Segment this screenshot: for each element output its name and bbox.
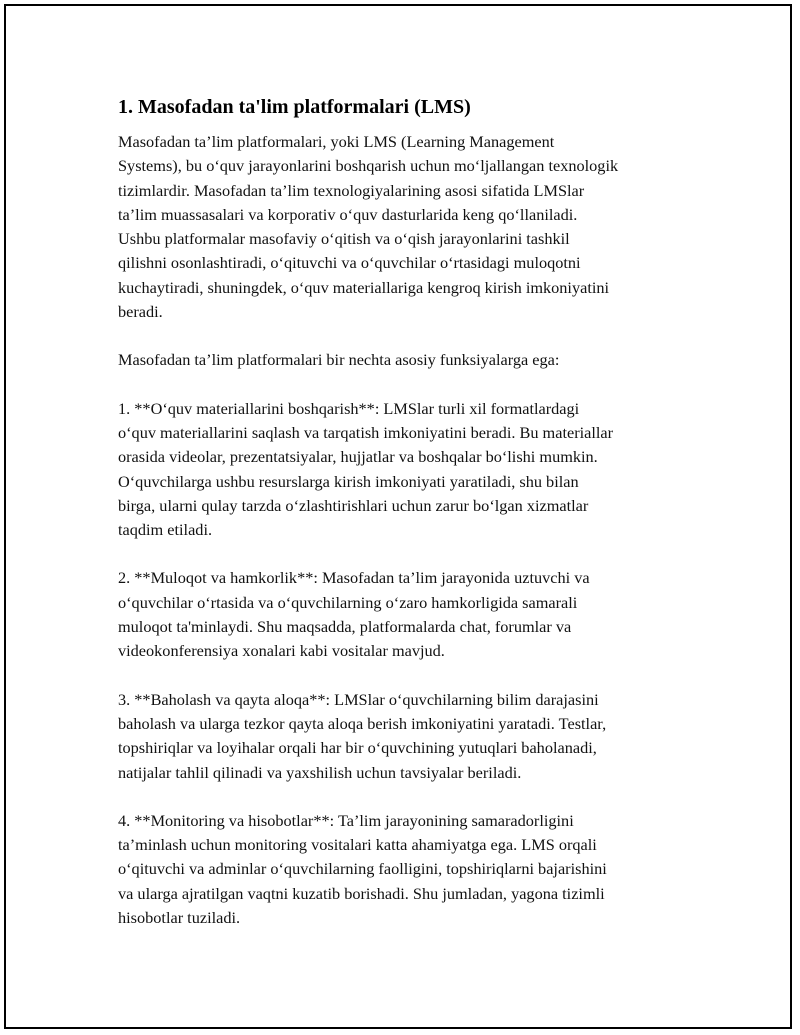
section-title: 1. Masofadan ta'lim platformalari (LMS) bbox=[118, 96, 471, 118]
text-line: birga, ularni qulay tarzda o‘zlashtirishlari uchun zarur bo‘lgan xizmatlar bbox=[118, 495, 589, 515]
text-line: o‘qituvchi va adminlar o‘quvchilarning faolligini, topshiriqlarni bajarishini bbox=[118, 859, 607, 879]
paragraph-functions-lead bbox=[118, 348, 698, 372]
text-line: beradi. bbox=[118, 302, 163, 322]
paragraph-item-3 bbox=[118, 688, 698, 785]
text-line: Masofadan ta’lim platformalari bir nechta asosiy funksiyalarga ega: bbox=[118, 350, 560, 370]
text-line: 2. **Muloqot va hamkorlik**: Masofadan ta’lim jarayonida uztuvchi va bbox=[118, 568, 590, 588]
paragraph-item-2 bbox=[118, 566, 698, 663]
text-line: baholash va ularga tezkor qayta aloqa berish imkoniyatini yaratadi. Testlar, bbox=[118, 713, 607, 733]
text-line: kuchaytiradi, shuningdek, o‘quv materiallariga kengroq kirish imkoniyatini bbox=[118, 277, 610, 297]
text-line: O‘quvchilarga ushbu resurslarga kirish imkoniyati yaratiladi, shu bilan bbox=[118, 471, 579, 491]
text-line: muloqot ta'minlaydi. Shu maqsadda, platformalarda chat, forumlar va bbox=[118, 617, 572, 637]
text-line: Ushbu platformalar masofaviy o‘qitish va o‘qish jarayonlarini tashkil bbox=[118, 229, 570, 249]
text-line: hisobotlar tuziladi. bbox=[118, 908, 241, 928]
paragraph-intro bbox=[118, 130, 698, 324]
text-line: qilishni osonlashtiradi, o‘qituvchi va o‘quvchilar o‘rtasidagi muloqotni bbox=[118, 253, 581, 273]
paragraph-item-1 bbox=[118, 397, 698, 543]
text-line: topshiriqlar va loyihalar orqali har bir o‘quvchining yutuqlari baholanadi, bbox=[118, 738, 597, 758]
text-line: tizimlardir. Masofadan ta’lim texnologiyalarining asosi sifatida LMSlar bbox=[118, 180, 585, 200]
text-line: o‘quvchilar o‘rtasida va o‘quvchilarning o‘zaro hamkorligida samarali bbox=[118, 592, 578, 612]
paragraph-item-4 bbox=[118, 809, 698, 930]
text-line: videokonferensiya xonalari kabi vositalar mavjud. bbox=[118, 641, 445, 661]
text-line: ta’minlash uchun monitoring vositalari katta ahamiyatga ega. LMS orqali bbox=[118, 835, 597, 855]
text-line: Systems), bu o‘quv jarayonlarini boshqarish uchun mo‘ljallangan texnologik bbox=[118, 156, 619, 176]
text-line: o‘quv materiallarini saqlash va tarqatish imkoniyatini beradi. Bu materiallar bbox=[118, 422, 614, 442]
text-line: 3. **Baholash va qayta aloqa**: LMSlar o‘quvchilarning bilim darajasini bbox=[118, 689, 599, 709]
text-line: taqdim etiladi. bbox=[118, 520, 213, 540]
text-line: 4. **Monitoring va hisobotlar**: Ta’lim jarayonining samaradorligini bbox=[118, 810, 574, 830]
text-line: ta’lim muassasalari va korporativ o‘quv dasturlarida keng qo‘llaniladi. bbox=[118, 204, 578, 224]
document-body bbox=[118, 95, 698, 954]
text-line: va ularga ajratilgan vaqtni kuzatib borishadi. Shu jumladan, yagona tizimli bbox=[118, 883, 605, 903]
text-line: orasida videolar, prezentatsiyalar, hujjatlar va boshqalar bo‘lishi mumkin. bbox=[118, 447, 598, 467]
text-line: natijalar tahlil qilinadi va yaxshilish uchun tavsiyalar beriladi. bbox=[118, 762, 522, 782]
text-line: Masofadan ta’lim platformalari, yoki LMS (Learning Management bbox=[118, 132, 555, 151]
text-line: 1. **O‘quv materiallarini boshqarish**: LMSlar turli xil formatlardagi bbox=[118, 398, 580, 418]
